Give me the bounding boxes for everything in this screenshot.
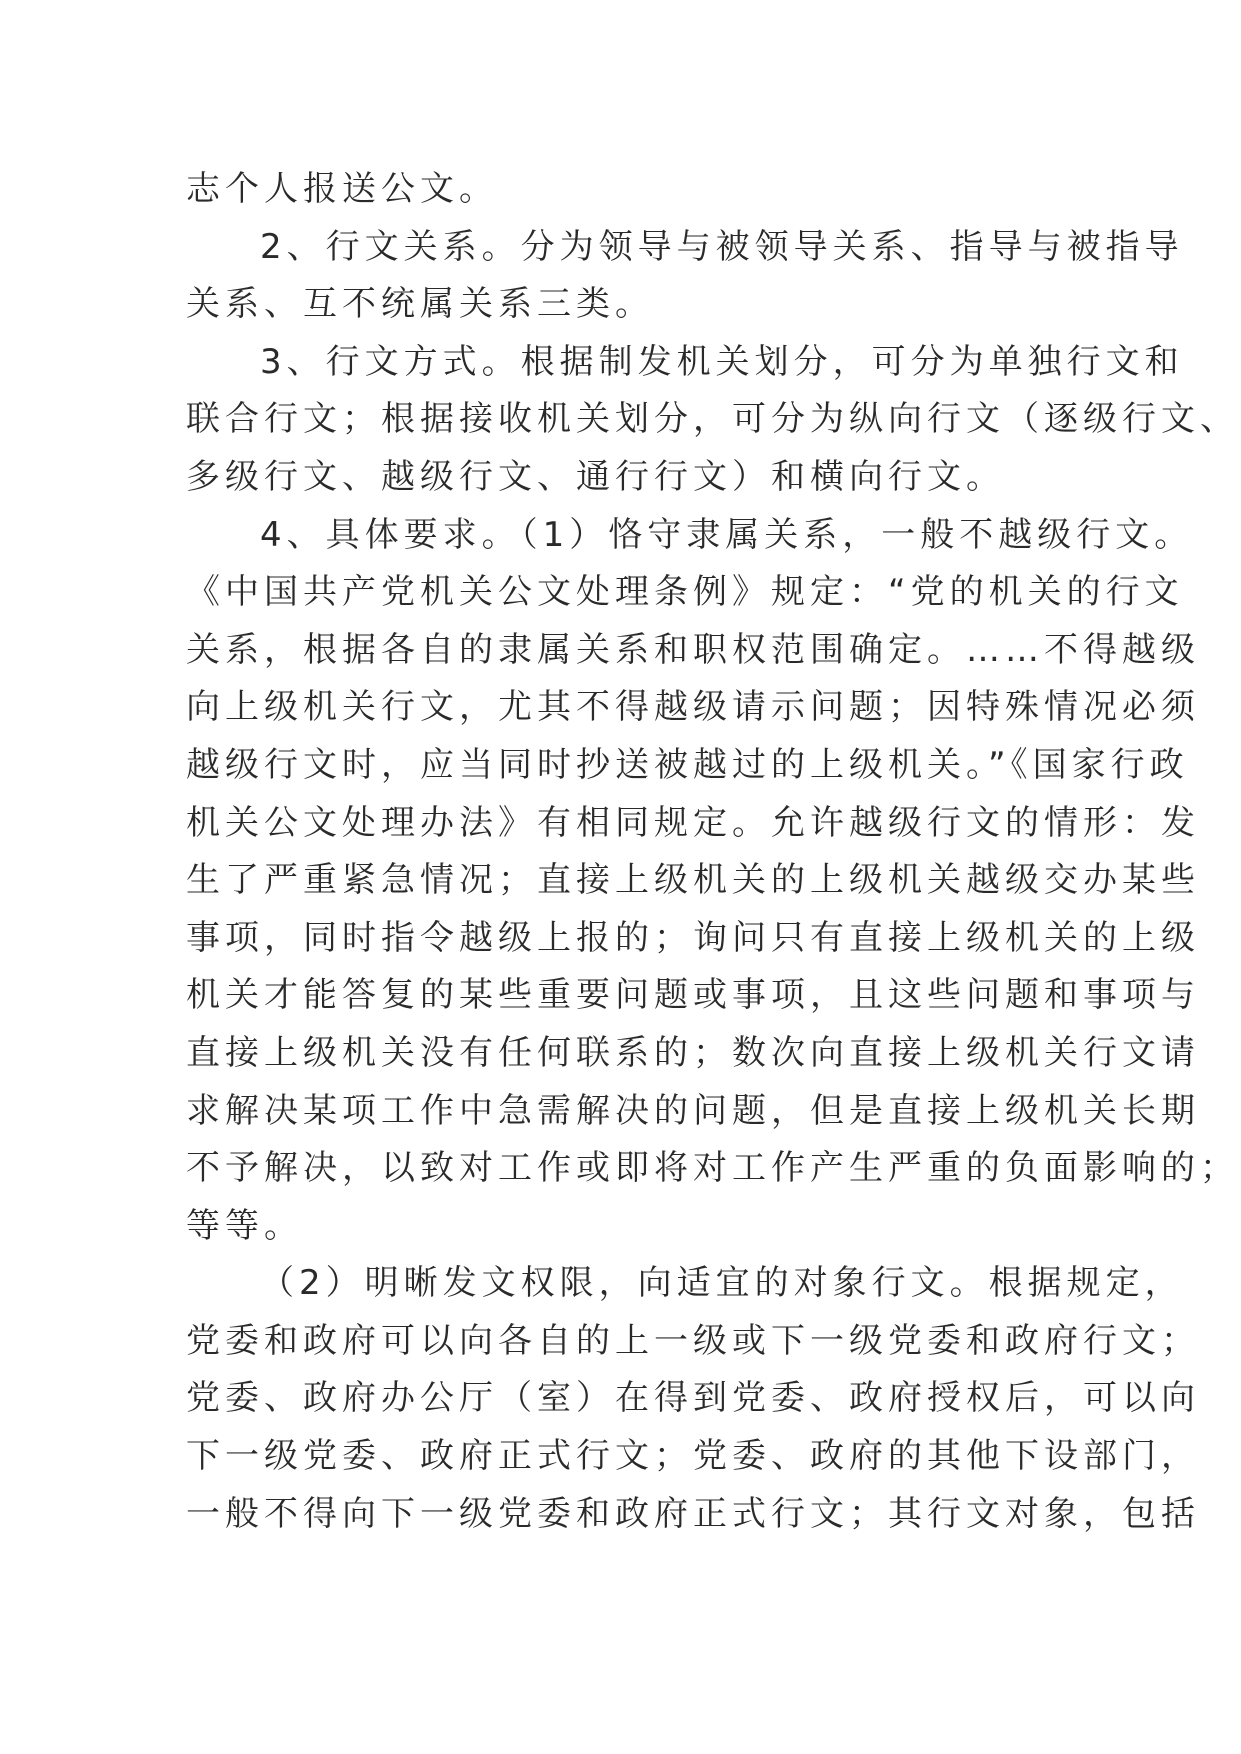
text-line: 关系，根据各自的隶属关系和职权范围确定。……不得越级: [186, 629, 1200, 670]
text-line: 4、具体要求。（1）恪守隶属关系，一般不越级行文。: [260, 514, 1194, 555]
text-line: 机关公文处理办法》有相同规定。允许越级行文的情形：发: [186, 802, 1200, 843]
text-line: 2、行文关系。分为领导与被领导关系、指导与被指导: [260, 226, 1184, 267]
text-line: 事项，同时指令越级上报的；询问只有直接上级机关的上级: [186, 917, 1200, 958]
text-line: 生了严重紧急情况；直接上级机关的上级机关越级交办某些: [186, 860, 1200, 901]
text-line: 多级行文、越级行文、通行行文）和横向行文。: [186, 456, 1005, 497]
text-line: 越级行文时，应当同时抄送被越过的上级机关。”《国家行政: [186, 744, 1189, 785]
text-line: 联合行文；根据接收机关划分，可分为纵向行文（逐级行文、: [186, 399, 1239, 440]
text-line: 关系、互不统属关系三类。: [186, 284, 654, 325]
text-line: 机关才能答复的某些重要问题或事项，且这些问题和事项与: [186, 975, 1200, 1016]
text-line: 党委、政府办公厅（室）在得到党委、政府授权后，可以向: [186, 1378, 1200, 1419]
text-line: 志个人报送公文。: [186, 169, 498, 209]
text-line: 求解决某项工作中急需解决的问题，但是直接上级机关长期: [186, 1090, 1200, 1131]
text-line: 不予解决，以致对工作或即将对工作产生严重的负面影响的；: [186, 1148, 1239, 1189]
text-line: 《中国共产党机关公文处理条例》规定：“党的机关的行文: [186, 572, 1184, 613]
text-line: （2）明晰发文权限，向适宜的对象行文。根据规定，: [260, 1263, 1184, 1304]
text-line: 一般不得向下一级党委和政府正式行文；其行文对象，包括: [186, 1493, 1200, 1534]
text-line: 等等。: [186, 1205, 303, 1246]
text-line: 向上级机关行文，尤其不得越级请示问题；因特殊情况必须: [186, 687, 1200, 728]
text-line: 直接上级机关没有任何联系的；数次向直接上级机关行文请: [186, 1032, 1200, 1073]
text-line: 党委和政府可以向各自的上一级或下一级党委和政府行文；: [186, 1320, 1200, 1361]
text-line: 3、行文方式。根据制发机关划分，可分为单独行文和: [260, 341, 1184, 382]
text-line: 下一级党委、政府正式行文；党委、政府的其他下设部门，: [186, 1436, 1200, 1477]
body-text: [186, 161, 1239, 1543]
